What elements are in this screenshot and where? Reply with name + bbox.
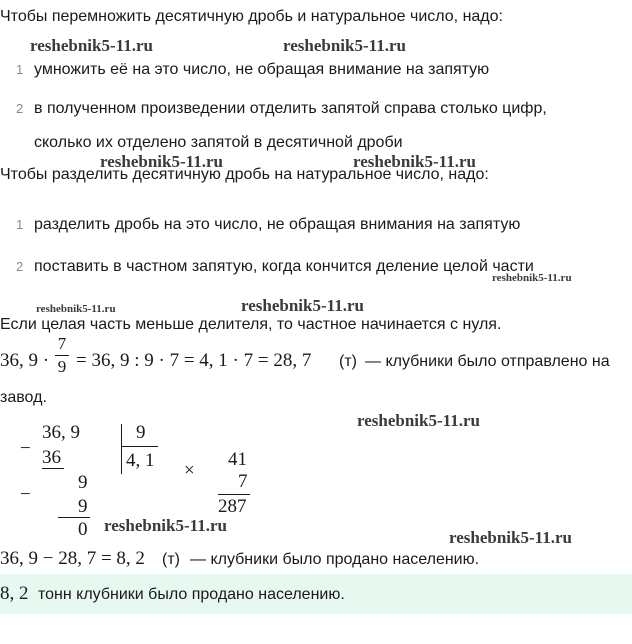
unit: (т)	[162, 551, 180, 568]
unit: (т)	[339, 353, 357, 370]
multiplication-result: 287	[218, 496, 247, 517]
watermark: reshebnik5-11.ru	[241, 296, 364, 315]
watermark: reshebnik5-11.ru	[100, 152, 223, 171]
multiplication-times: ×	[184, 460, 195, 481]
expr-start: 36, 9 ·	[0, 350, 50, 371]
step-text-continued: сколько их отделено запятой в десятичной дроби	[34, 134, 403, 151]
rule2-heading: Чтобы разделить десятичную дробь на натуральное число, надо:	[0, 166, 489, 183]
step-text: поставить в частном запятую, когда кончится деление целой части	[34, 258, 534, 275]
multiplication-underline	[218, 494, 250, 495]
step-text: в полученном произведении отделить запятой справа столько цифр,	[34, 100, 547, 117]
step-text: разделить дробь на это число, не обращая внимания на запятую	[34, 216, 521, 233]
watermark: reshebnik5-11.ru	[353, 152, 476, 171]
division-underline	[42, 468, 64, 469]
expr2-equation: 36, 9 − 28, 7 = 8, 2	[0, 548, 145, 569]
watermark: reshebnik5-11.ru	[30, 36, 153, 55]
division-minus: −	[20, 484, 31, 505]
step-number: 2	[16, 259, 24, 274]
note: Если целая часть меньше делителя, то частное начинается с нуля.	[0, 316, 502, 333]
division-underline	[58, 517, 90, 518]
multiplication-top: 41	[228, 449, 247, 470]
division-sub1: 36	[42, 447, 61, 468]
watermark: reshebnik5-11.ru	[36, 303, 116, 315]
expr-text-continued: завод.	[0, 389, 47, 406]
division-divisor: 9	[136, 422, 146, 443]
watermark: reshebnik5-11.ru	[492, 272, 572, 284]
multiplication-bottom: 7	[238, 471, 248, 492]
fraction	[55, 334, 69, 377]
division-quotient: 4, 1	[126, 450, 155, 471]
answer-box	[0, 574, 632, 614]
expr-equation: = 36, 9 : 9 · 7 = 4, 1 · 7 = 28, 7	[76, 350, 312, 371]
answer-text: тонн клубники было продано населению.	[38, 586, 345, 603]
expr-text: — клубники было отправлено на	[365, 353, 610, 370]
division-minus: −	[20, 438, 31, 459]
watermark: reshebnik5-11.ru	[104, 516, 227, 535]
division-bracket-bar	[122, 446, 158, 447]
step-text: умножить её на это число, не обращая внимание на запятую	[34, 61, 490, 78]
division-dividend: 36, 9	[42, 422, 80, 443]
expr2-text: — клубники было продано населению.	[190, 551, 480, 568]
step-number: 1	[16, 62, 24, 77]
rule1-heading: Чтобы перемножить десятичную дробь и натуральное число, надо:	[0, 8, 503, 25]
fraction-bar	[55, 355, 69, 356]
division-bracket	[121, 424, 122, 474]
watermark: reshebnik5-11.ru	[283, 36, 406, 55]
watermark: reshebnik5-11.ru	[449, 528, 572, 547]
watermark: reshebnik5-11.ru	[357, 411, 480, 430]
fraction-denominator: 9	[57, 357, 67, 376]
step-number: 1	[16, 217, 24, 232]
division-rem2: 0	[78, 519, 88, 540]
division-rem1: 9	[78, 472, 88, 493]
answer-value: 8, 2	[0, 583, 29, 604]
step-number: 2	[16, 101, 24, 116]
division-sub2: 9	[78, 496, 88, 517]
fraction-numerator: 7	[57, 334, 67, 353]
